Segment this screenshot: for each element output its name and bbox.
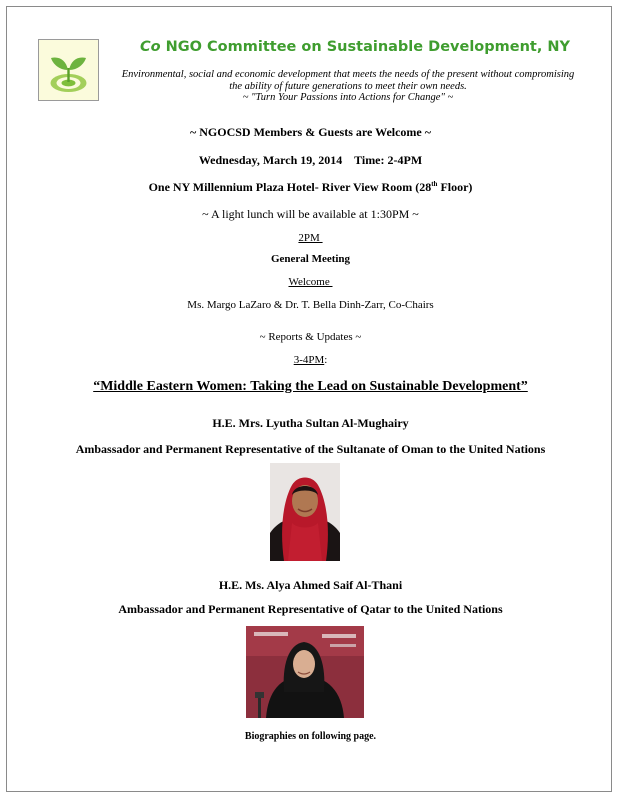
agenda-time-2-colon: : — [324, 354, 328, 366]
date-time: Wednesday, March 19, 2014 Time: 2-4PM — [198, 153, 423, 167]
welcome-item-text: Welcome — [288, 276, 333, 288]
welcome-line: ~ NGOCSD Members & Guests are Welcome ~ — [190, 125, 431, 139]
mission-line-2: the ability of future generations to meet their own needs. — [229, 80, 467, 92]
biographies-note: Biographies on following page. — [244, 731, 377, 742]
mission-line-1: Environmental, social and economic development that meets the needs of the present without compromising — [121, 69, 575, 80]
venue-ordinal: th — [431, 180, 438, 188]
co-chairs: Ms. Margo LaZaro & Dr. T. Bella Dinh-Zarr, Co-Chairs — [187, 299, 434, 311]
speaker-1-role: Ambassador and Permanent Representative of the Sultanate of Oman to the United Nations — [75, 442, 546, 456]
lunch-note: ~ A light lunch will be available at 1:30PM ~ — [202, 207, 419, 221]
mission-statement — [118, 69, 578, 104]
agenda-time-1 — [0, 232, 621, 244]
motto: ~ "Turn Your Passions into Actions for Change" ~ — [242, 92, 454, 103]
logo-sprout-icon — [38, 39, 99, 101]
venue — [0, 180, 621, 195]
venue-floor: Floor) — [437, 180, 473, 194]
agenda-time-2-text: 3-4PM — [293, 354, 325, 366]
speaker-1-photo — [270, 463, 340, 561]
agenda-time-2 — [0, 354, 621, 366]
organization-title — [120, 39, 590, 55]
venue-text: One NY Millennium Plaza Hotel- River View Room (28 — [148, 180, 432, 194]
speaker-1-name: H.E. Mrs. Lyutha Sultan Al-Mughairy — [212, 416, 409, 430]
reports-updates: ~ Reports & Updates ~ — [259, 331, 362, 343]
speaker-2-role: Ambassador and Permanent Representative of Qatar to the United Nations — [118, 602, 503, 616]
title-main: NGO Committee on Sustainable Development, NY — [160, 39, 571, 55]
general-meeting: General Meeting — [270, 253, 351, 265]
title-prefix: Co — [139, 39, 161, 55]
speaker-2-name: H.E. Ms. Alya Ahmed Saif Al-Thani — [218, 578, 403, 592]
welcome-item — [0, 276, 621, 288]
panel-title: “Middle Eastern Women: Taking the Lead on Sustainable Development” — [93, 379, 528, 394]
agenda-time-1-text: 2PM — [298, 232, 323, 244]
speaker-2-photo — [246, 626, 364, 718]
